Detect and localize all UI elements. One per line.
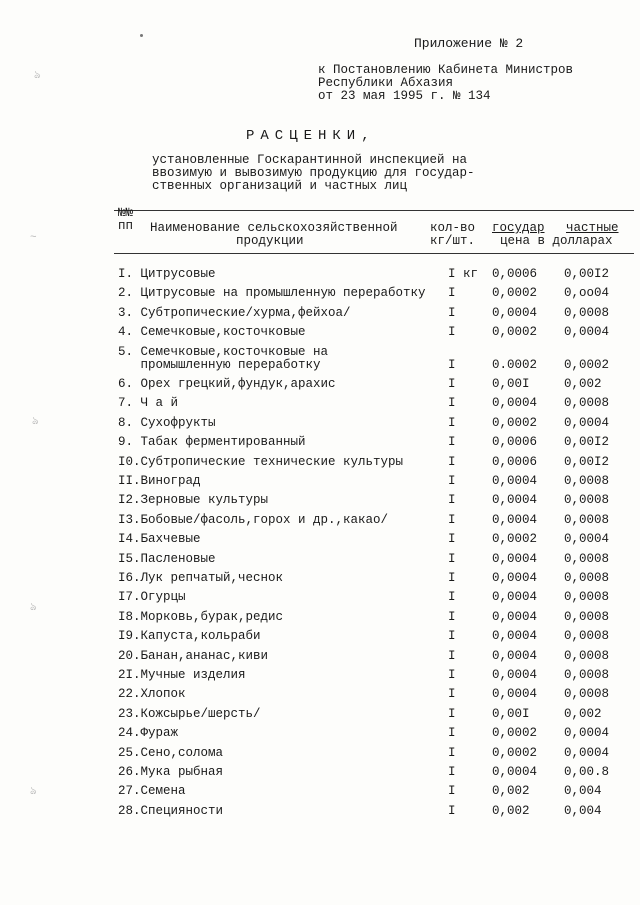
quantity: I: [448, 415, 456, 430]
product-name: [118, 669, 246, 682]
product-name-line: I3.Бобовые/фасоль,горох и др.,какао/: [118, 512, 389, 527]
private-price: 0,0004: [564, 726, 610, 741]
state-price: 0,0004: [492, 629, 538, 644]
table-top-rule: [114, 210, 634, 211]
table-row: [118, 669, 634, 683]
private-price: 0,0008: [564, 396, 610, 411]
column-header-number: [118, 207, 133, 233]
state-price: 0,0004: [492, 493, 538, 508]
product-name: [118, 268, 216, 281]
product-name: [118, 630, 261, 643]
product-name: [118, 747, 223, 760]
product-name-line: 6. Орех грецкий,фундук,арахис: [118, 377, 336, 391]
product-name-line: I8.Морковь,бурак,редис: [118, 609, 284, 624]
product-name: [118, 378, 336, 391]
table-row: [118, 747, 634, 761]
state-price: 0,002: [492, 784, 530, 799]
private-price: 0,0008: [564, 668, 610, 682]
state-price: 0,0004: [492, 512, 538, 527]
product-name-line: II.Виноград: [118, 474, 201, 488]
product-name: [118, 494, 268, 507]
column-header-name: [150, 222, 398, 248]
quantity: I: [448, 648, 456, 663]
document-title: РАСЦЕНКИ,: [246, 128, 376, 144]
private-price: 0,0008: [564, 305, 610, 320]
product-name-line: I. Цитрусовые: [118, 267, 216, 281]
state-price: 0,0006: [492, 267, 538, 281]
name-header-line1: Наименование сельскохозяйственной: [150, 221, 398, 235]
quantity: I кг: [448, 267, 479, 281]
private-price: 0,0004: [564, 532, 610, 547]
quantity: I: [448, 590, 456, 605]
product-name-line: 26.Мука рыбная: [118, 765, 224, 779]
product-name: [118, 611, 283, 624]
table-row: [118, 268, 634, 282]
table-row: [118, 553, 634, 567]
private-price: 0,004: [564, 803, 602, 818]
private-price: 0,0008: [564, 512, 610, 527]
state-price: 0,0004: [492, 571, 538, 585]
state-price: 0,0002: [492, 415, 538, 430]
product-name-line: 24.Фураж: [118, 726, 179, 741]
private-price: 0,004: [564, 784, 602, 799]
quantity: I: [448, 765, 456, 779]
table-row: [118, 475, 634, 489]
table-row: [118, 456, 634, 470]
quantity: I: [448, 286, 456, 301]
state-price: 0,0004: [492, 590, 538, 605]
product-name-line: I9.Капуста,кольраби: [118, 629, 261, 644]
product-name-line: I6.Лук репчатый,чеснок: [118, 571, 284, 585]
state-price: 0,0002: [492, 325, 538, 340]
state-price: 0,0002: [492, 532, 538, 547]
product-name: [118, 591, 186, 604]
quantity: I: [448, 609, 456, 624]
state-price: 0,0002: [492, 286, 538, 301]
subtitle-line: ственных организаций и частных лиц: [152, 179, 408, 193]
table-row: [118, 533, 634, 547]
table-row: [118, 417, 634, 431]
table-row: [118, 805, 634, 819]
table-row: [118, 346, 634, 372]
product-name-line: 28.Специяности: [118, 803, 224, 818]
private-price: 0,00I2: [564, 267, 610, 281]
product-name: [118, 475, 201, 488]
state-price: 0,002: [492, 803, 530, 818]
quantity: I: [448, 305, 456, 320]
quantity: I: [448, 493, 456, 508]
product-name-line: 7. Ч а й: [118, 396, 179, 411]
subtitle-line: установленные Госкарантинной инспекцией на: [152, 153, 468, 167]
decree-line: к Постановлению Кабинета Министров: [318, 63, 574, 77]
table-row: [118, 397, 634, 411]
state-price: 0,0004: [492, 668, 538, 682]
table-row: [118, 572, 634, 586]
quantity: I: [448, 571, 456, 585]
private-price: 0,0004: [564, 745, 610, 760]
quantity: I: [448, 784, 456, 799]
table-row: [118, 688, 634, 702]
qty-header-line2: кг/шт.: [430, 234, 476, 248]
private-price: 0,0008: [564, 551, 610, 566]
private-price: 0,00I2: [564, 435, 610, 450]
product-name-line: I7.Огурцы: [118, 590, 186, 605]
private-price: 0,0008: [564, 571, 610, 585]
product-name-line: 8. Сухофрукты: [118, 415, 216, 430]
state-price: 0,0004: [492, 687, 538, 702]
table-row: [118, 650, 634, 664]
state-price: 0.0002: [492, 357, 538, 372]
column-header-quantity: [430, 222, 475, 248]
quantity: I: [448, 512, 456, 527]
private-price: 0,002: [564, 706, 602, 721]
product-name: [118, 553, 216, 566]
quantity: I: [448, 396, 456, 411]
state-price: 0,0002: [492, 726, 538, 741]
quantity: I: [448, 687, 456, 702]
product-name: [118, 688, 186, 701]
product-name: [118, 766, 223, 779]
product-name: [118, 456, 403, 469]
scan-speck: ঌ: [30, 602, 37, 614]
product-name-line: 23.Кожсырье/шерсть/: [118, 706, 261, 721]
number-mark: №№: [118, 206, 134, 220]
product-name-line: 5. Семечковые,косточковые на: [118, 344, 329, 359]
private-price: 0,оо04: [564, 286, 610, 301]
product-name-line: I4.Бахчевые: [118, 532, 201, 547]
table-row: [118, 727, 634, 741]
scan-speck: ~: [30, 232, 37, 244]
table-header-rule: [114, 253, 634, 254]
product-name-line: I0.Субтропические технические культуры: [118, 454, 404, 469]
decree-line: от 23 мая 1995 г. № 134: [318, 89, 491, 103]
table-row: [118, 708, 634, 722]
column-header-state: государ: [492, 221, 545, 235]
product-name-line: 27.Семена: [118, 784, 186, 799]
quantity: I: [448, 325, 456, 340]
quantity: I: [448, 532, 456, 547]
state-price: 0,0004: [492, 305, 538, 320]
state-price: 0,0004: [492, 474, 538, 488]
product-name: [118, 572, 283, 585]
decree-line: Республики Абхазия: [318, 76, 454, 90]
table-row: [118, 611, 634, 625]
product-name: [118, 785, 186, 798]
qty-header-line1: кол-во: [430, 221, 476, 235]
table-row: [118, 307, 634, 321]
product-name: [118, 805, 223, 818]
product-name-line: I2.Зерновые культуры: [118, 493, 269, 508]
state-price: 0,0002: [492, 745, 538, 760]
product-name-line: 9. Табак ферментированный: [118, 435, 306, 450]
number-abbrev: пп: [118, 219, 134, 233]
quantity: I: [448, 551, 456, 566]
product-name-line: 2. Цитрусовые на промышленную переработку: [118, 286, 426, 301]
private-price: 0,0008: [564, 590, 610, 605]
scan-speck: ঌ: [30, 786, 37, 798]
product-name: [118, 307, 351, 320]
product-name: [118, 514, 388, 527]
quantity: I: [448, 377, 456, 391]
product-name: [118, 708, 261, 721]
private-price: 0,0008: [564, 493, 610, 508]
scan-speck: ঌ: [34, 70, 41, 82]
quantity: I: [448, 745, 456, 760]
table-row: [118, 766, 634, 780]
state-price: 0,0004: [492, 396, 538, 411]
quantity: I: [448, 474, 456, 488]
quantity: I: [448, 357, 456, 372]
product-name: [118, 650, 268, 663]
private-price: 0,0002: [564, 357, 610, 372]
private-price: 0,00I2: [564, 454, 610, 469]
scan-dot: [140, 34, 143, 37]
state-price: 0,0004: [492, 648, 538, 663]
table-row: [118, 436, 634, 450]
table-row: [118, 378, 634, 392]
table-row: [118, 287, 634, 301]
quantity: I: [448, 454, 456, 469]
private-price: 0,0004: [564, 325, 610, 340]
private-price: 0,0008: [564, 609, 610, 624]
product-name: [118, 727, 178, 740]
product-name: [118, 346, 328, 372]
state-price: 0,0004: [492, 551, 538, 566]
table-row: [118, 630, 634, 644]
product-name-line: 3. Субтропические/хурма,фейхоа/: [118, 305, 351, 320]
product-name: [118, 326, 306, 339]
private-price: 0,0008: [564, 474, 610, 488]
quantity: I: [448, 726, 456, 741]
table-row: [118, 494, 634, 508]
quantity: I: [448, 803, 456, 818]
state-price: 0,00I: [492, 706, 530, 721]
appendix-label: Приложение № 2: [414, 36, 524, 51]
column-header-private: частные: [566, 221, 619, 235]
private-price: 0,0008: [564, 629, 610, 644]
table-row: [118, 785, 634, 799]
product-name: [118, 417, 216, 430]
private-price: 0,0008: [564, 648, 610, 663]
quantity: I: [448, 668, 456, 682]
scan-speck: ঌ: [32, 416, 39, 428]
product-name: [118, 287, 426, 300]
table-row: [118, 514, 634, 528]
decree-reference: [318, 64, 573, 103]
product-name-line: 25.Сено,солома: [118, 745, 224, 760]
document-subtitle: [152, 154, 475, 193]
quantity: I: [448, 435, 456, 450]
product-name-line: I5.Пасленовые: [118, 551, 216, 566]
table-row: [118, 326, 634, 340]
state-price: 0,00I: [492, 377, 530, 391]
quantity: I: [448, 629, 456, 644]
product-name-line: 2I.Мучные изделия: [118, 668, 246, 682]
table-row: [118, 591, 634, 605]
private-price: 0,00.8: [564, 765, 610, 779]
private-price: 0,002: [564, 377, 602, 391]
state-price: 0,0004: [492, 765, 538, 779]
state-price: 0,0006: [492, 435, 538, 450]
product-name-line: промышленную переработку: [118, 357, 321, 372]
product-name: [118, 397, 178, 410]
product-name: [118, 436, 306, 449]
product-name-line: 4. Семечковые,косточковые: [118, 325, 306, 340]
state-price: 0,0004: [492, 609, 538, 624]
private-price: 0,0004: [564, 415, 610, 430]
private-price: 0,0008: [564, 687, 610, 702]
column-header-price-unit: цена в долларах: [500, 234, 613, 248]
product-name-line: 20.Банан,ананас,киви: [118, 648, 269, 663]
product-name: [118, 533, 201, 546]
product-name-line: 22.Хлопок: [118, 687, 186, 702]
state-price: 0,0006: [492, 454, 538, 469]
quantity: I: [448, 706, 456, 721]
name-header-line2: продукции: [236, 234, 304, 248]
subtitle-line: ввозимую и вывозимую продукцию для государ-: [152, 166, 475, 180]
